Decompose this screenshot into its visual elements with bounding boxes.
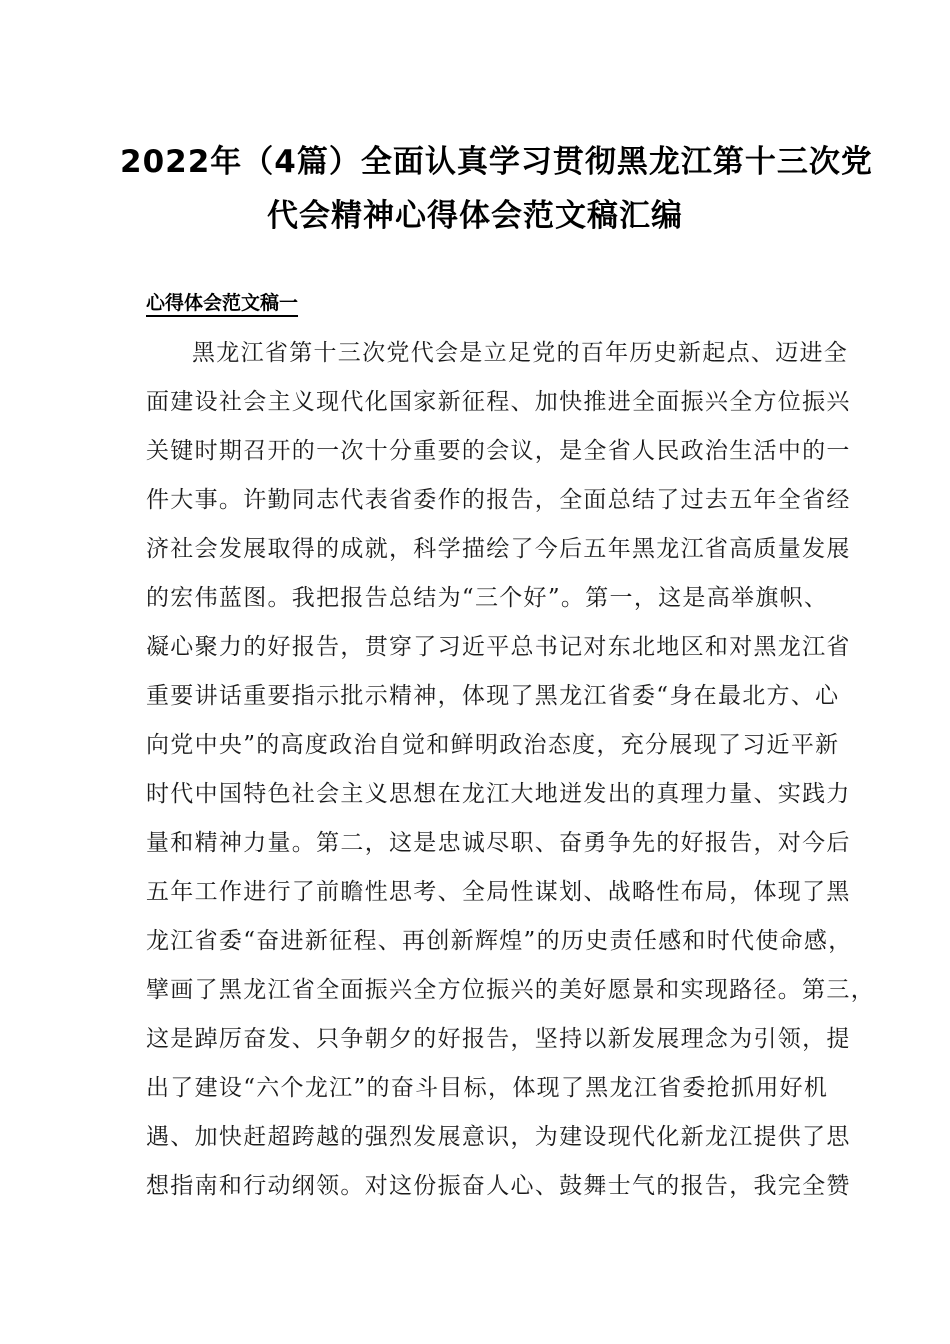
paragraph-line-18: 想指南和行动纲领。对这份振奋人心、鼓舞士气的报告，我完全赞	[146, 1173, 851, 1199]
paragraph-line-1: 黑龙江省第十三次党代会是立足党的百年历史新起点、迈进全	[192, 340, 849, 366]
paragraph-line-2: 面建设社会主义现代化国家新征程、加快推进全面振兴全方位振兴	[146, 389, 851, 415]
paragraph-line-16: 出了建设“六个龙江”的奋斗目标，体现了黑龙江省委抢抓用好机	[146, 1075, 829, 1101]
paragraph-line-17: 遇、加快赶超跨越的强烈发展意识，为建设现代化新龙江提供了思	[146, 1124, 851, 1150]
paragraph-line-15: 这是踔厉奋发、只争朝夕的好报告，坚持以新发展理念为引领，提	[146, 1026, 851, 1052]
paragraph-line-10: 时代中国特色社会主义思想在龙江大地迸发出的真理力量、实践力	[146, 781, 851, 807]
document-title-line-2: 代会精神心得体会范文稿汇编	[267, 198, 683, 234]
section-heading: 心得体会范文稿一	[146, 292, 299, 314]
paragraph-line-4: 件大事。许勤同志代表省委作的报告，全面总结了过去五年全省经	[146, 487, 851, 513]
paragraph-line-13: 龙江省委“奋进新征程、再创新辉煌”的历史责任感和时代使命感，	[146, 928, 853, 954]
paragraph-line-6: 的宏伟蓝图。我把报告总结为“三个好”。第一，这是高举旗帜、	[146, 585, 829, 611]
paragraph-line-14: 擘画了黑龙江省全面振兴全方位振兴的美好愿景和实现路径。第三，	[146, 977, 875, 1003]
paragraph-line-12: 五年工作进行了前瞻性思考、全局性谋划、战略性布局，体现了黑	[146, 879, 851, 905]
paragraph-line-9: 向党中央”的高度政治自觉和鲜明政治态度，充分展现了习近平新	[146, 732, 840, 758]
paragraph-line-7: 凝心聚力的好报告，贯穿了习近平总书记对东北地区和对黑龙江省	[146, 634, 851, 660]
paragraph-line-5: 济社会发展取得的成就，科学描绘了今后五年黑龙江省高质量发展	[146, 536, 851, 562]
paragraph-line-3: 关键时期召开的一次十分重要的会议，是全省人民政治生活中的一	[146, 438, 851, 464]
paragraph-line-11: 量和精神力量。第二，这是忠诚尽职、奋勇争先的好报告，对今后	[146, 830, 851, 856]
paragraph-line-8: 重要讲话重要指示批示精神，体现了黑龙江省委“身在最北方、心	[146, 683, 840, 709]
document-title-line-1: 2022年（4篇）全面认真学习贯彻黑龙江第十三次党	[120, 144, 873, 180]
